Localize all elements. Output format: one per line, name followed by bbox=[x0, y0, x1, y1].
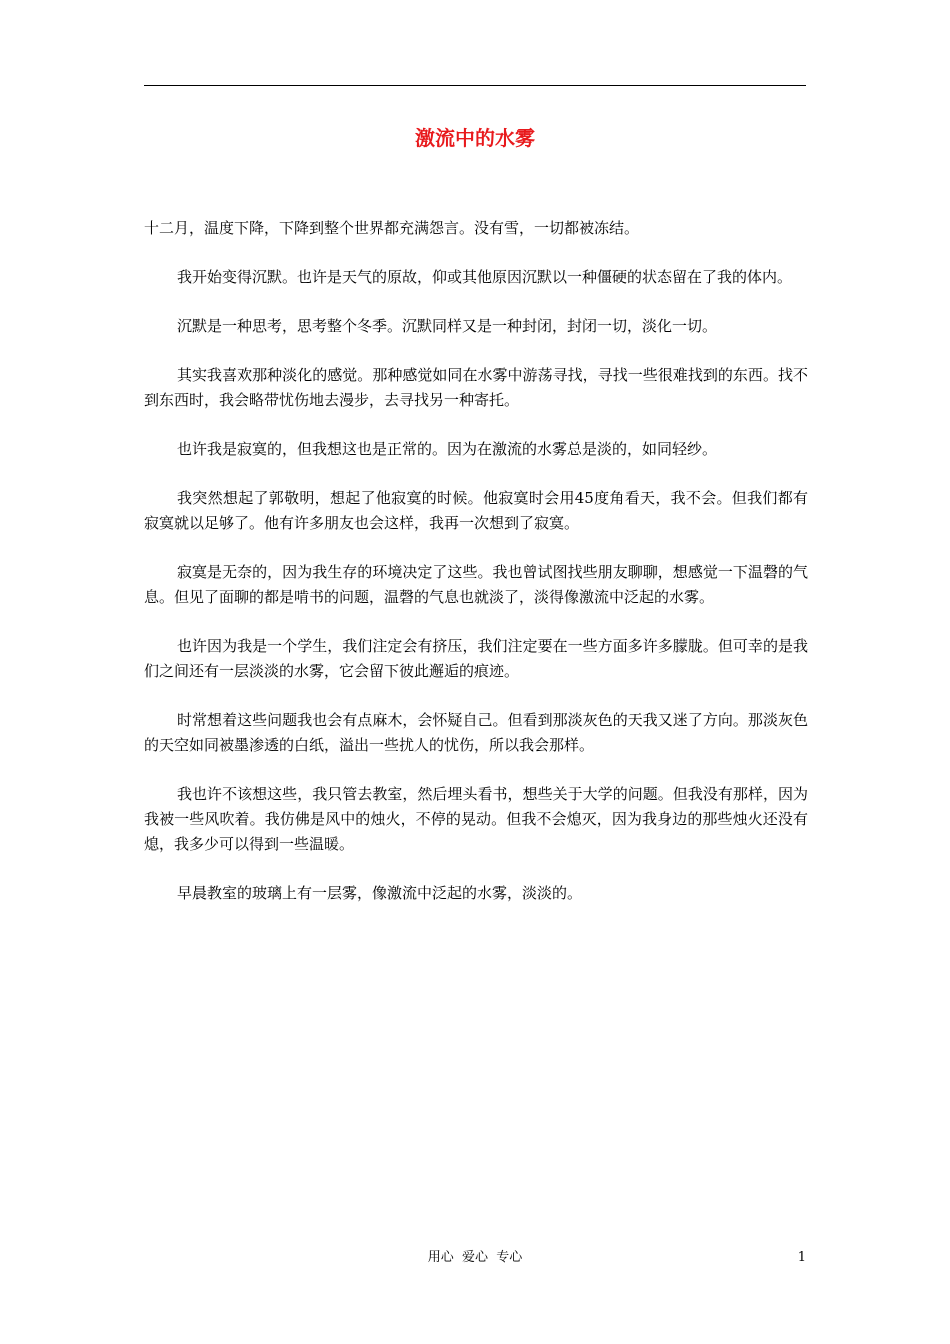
paragraph: 早晨教室的玻璃上有一层雾，像激流中泛起的水雾，淡淡的。 bbox=[177, 884, 583, 902]
paragraph: 也许我是寂寞的，但我想这也是正常的。因为在激流的水雾总是淡的，如同轻纱。 bbox=[177, 440, 718, 458]
paragraph: 十二月，温度下降，下降到整个世界都充满怨言。没有雪，一切都被冻结。 bbox=[144, 219, 640, 237]
paragraph: 也许因为我是一个学生，我们注定会有挤压，我们注定要在一些方面多许多朦胧。但可幸的是我们之间还有一层淡淡的水雾，它会留下彼此邂逅的痕迹。 bbox=[144, 637, 808, 680]
header-rule bbox=[144, 85, 806, 86]
paragraph: 时常想着这些问题我也会有点麻木，会怀疑自己。但看到那淡灰色的天我又迷了方向。那淡灰色的天空如同被墨渗透的白纸，溢出一些扰人的忧伤，所以我会那样。 bbox=[144, 711, 808, 754]
paragraph: 其实我喜欢那种淡化的感觉。那种感觉如同在水雾中游荡寻找，寻找一些很难找到的东西。找不到东西时，我会略带忧伤地去漫步，去寻找另一种寄托。 bbox=[144, 366, 808, 409]
paragraph: 我突然想起了郭敬明，想起了他寂寞的时候。他寂寞时会用45度角看天，我不会。但我们都有寂寞就以足够了。他有许多朋友也会这样，我再一次想到了寂寞。 bbox=[144, 489, 808, 532]
paragraph: 寂寞是无奈的，因为我生存的环境决定了这些。我也曾试图找些朋友聊聊，想感觉一下温磬的气息。但见了面聊的都是啃书的问题，温磬的气息也就淡了，淡得像激流中泛起的水雾。 bbox=[144, 563, 808, 606]
paragraph: 沉默是一种思考，思考整个冬季。沉默同样又是一种封闭，封闭一切，淡化一切。 bbox=[177, 317, 718, 335]
document-title: 激流中的水雾 bbox=[415, 126, 535, 150]
page-number: 1 bbox=[797, 1250, 806, 1265]
paragraph: 我也许不该想这些，我只管去教室，然后埋头看书，想些关于大学的问题。但我没有那样，因为我被一些风吹着。我仿佛是风中的烛火，不停的晃动。但我不会熄灭，因为我身边的那些烛火还没有熄，我多少可以得到一些温暖。 bbox=[144, 785, 808, 853]
document-body bbox=[144, 216, 808, 930]
paragraph: 我开始变得沉默。也许是天气的原故，仰或其他原因沉默以一种僵硬的状态留在了我的体内。 bbox=[177, 268, 793, 286]
page-footer bbox=[0, 1248, 950, 1268]
footer-slogan: 用心 爱心 专心 bbox=[427, 1250, 523, 1265]
